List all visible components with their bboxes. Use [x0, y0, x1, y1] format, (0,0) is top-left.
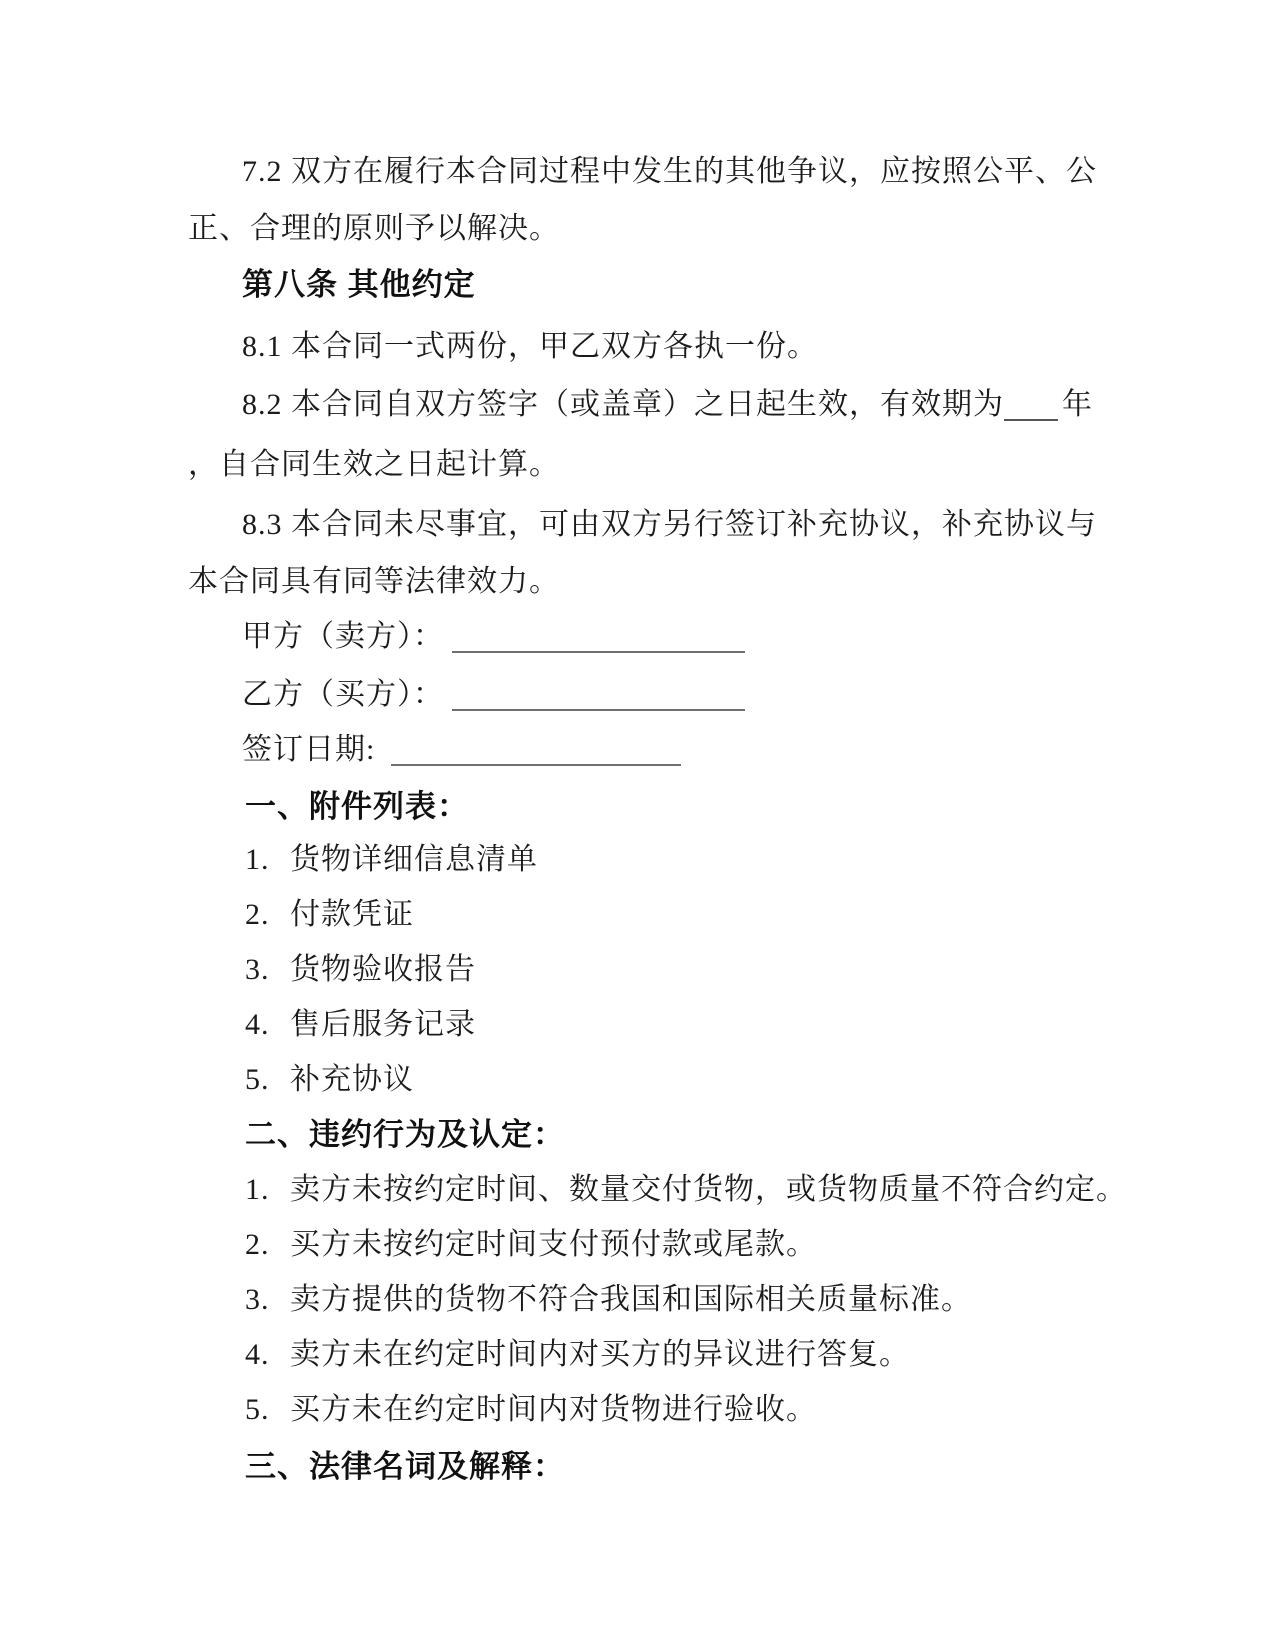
attachment-item-text: 售后服务记录 [290, 1008, 476, 1041]
breach-item-number: 5. [245, 1393, 270, 1426]
clause-7-2-line-2: 正、合理的原则予以解决。 [188, 212, 560, 245]
clause-7-2-line-1: 7.2 双方在履行本合同过程中发生的其他争议，应按照公平、公 [242, 155, 1097, 188]
breach-item [245, 1393, 817, 1427]
breach-item-number: 1. [245, 1173, 270, 1206]
attachment-item-text: 补充协议 [290, 1063, 414, 1096]
attachment-item-number: 1. [245, 843, 270, 876]
breach-item [245, 1338, 910, 1372]
party-b-signature-blank-line [452, 709, 745, 711]
clause-8-2-line-2: ，自合同生效之日起计算。 [188, 448, 560, 481]
attachment-item [245, 898, 414, 932]
article-8-heading: 第八条 其他约定 [242, 267, 476, 302]
breach-item-text: 卖方未按约定时间、数量交付货物，或货物质量不符合约定。 [290, 1173, 1127, 1206]
clause-8-3-line-2: 本合同具有同等法律效力。 [188, 565, 560, 598]
party-b-label: 乙方（买方）： [242, 678, 444, 711]
breach-item-number: 2. [245, 1228, 270, 1261]
attachment-item-number: 2. [245, 898, 270, 931]
attachment-item [245, 1008, 476, 1042]
validity-years-blank-line [1004, 419, 1058, 421]
breach-item-number: 4. [245, 1338, 270, 1371]
breach-item-text: 买方未按约定时间支付预付款或尾款。 [290, 1228, 817, 1261]
legal-terms-heading: 三、法律名词及解释： [245, 1449, 565, 1484]
breach-item-text: 卖方提供的货物不符合我国和国际相关质量标准。 [290, 1283, 972, 1316]
breach-item-number: 3. [245, 1283, 270, 1316]
party-a-label: 甲方（卖方）： [242, 620, 444, 653]
breach-item [245, 1173, 1127, 1207]
clause-8-2-text-pre: 8.2 本合同自双方签字（或盖章）之日起生效，有效期为 [242, 388, 1004, 421]
breach-item [245, 1283, 972, 1317]
attachment-item-text: 付款凭证 [290, 898, 414, 931]
attachments-heading: 一、附件列表： [245, 789, 469, 824]
attachment-item-text: 货物验收报告 [290, 953, 476, 986]
breach-heading: 二、违约行为及认定： [245, 1117, 565, 1152]
sign-date-row [242, 733, 681, 767]
attachment-item-number: 3. [245, 953, 270, 986]
party-a-signature-row [242, 620, 745, 654]
attachment-item-number: 4. [245, 1008, 270, 1041]
sign-date-label: 签订日期: [242, 733, 376, 766]
clause-8-1: 8.1 本合同一式两份，甲乙双方各执一份。 [242, 330, 818, 363]
attachment-item-text: 货物详细信息清单 [290, 843, 538, 876]
breach-item-text: 买方未在约定时间内对货物进行验收。 [290, 1393, 817, 1426]
breach-item [245, 1228, 817, 1262]
attachment-item [245, 1063, 414, 1097]
clause-8-3-line-1: 8.3 本合同未尽事宜，可由双方另行签订补充协议，补充协议与 [242, 508, 1097, 541]
attachment-item [245, 953, 476, 987]
clause-8-2-line-1 [242, 388, 1093, 422]
attachment-item [245, 843, 538, 877]
attachment-item-number: 5. [245, 1063, 270, 1096]
sign-date-blank-line [391, 764, 681, 766]
party-b-signature-row [242, 678, 745, 712]
breach-item-text: 卖方未在约定时间内对买方的异议进行答复。 [290, 1338, 910, 1371]
clause-8-2-text-post: 年 [1062, 388, 1093, 421]
party-a-signature-blank-line [452, 651, 745, 653]
